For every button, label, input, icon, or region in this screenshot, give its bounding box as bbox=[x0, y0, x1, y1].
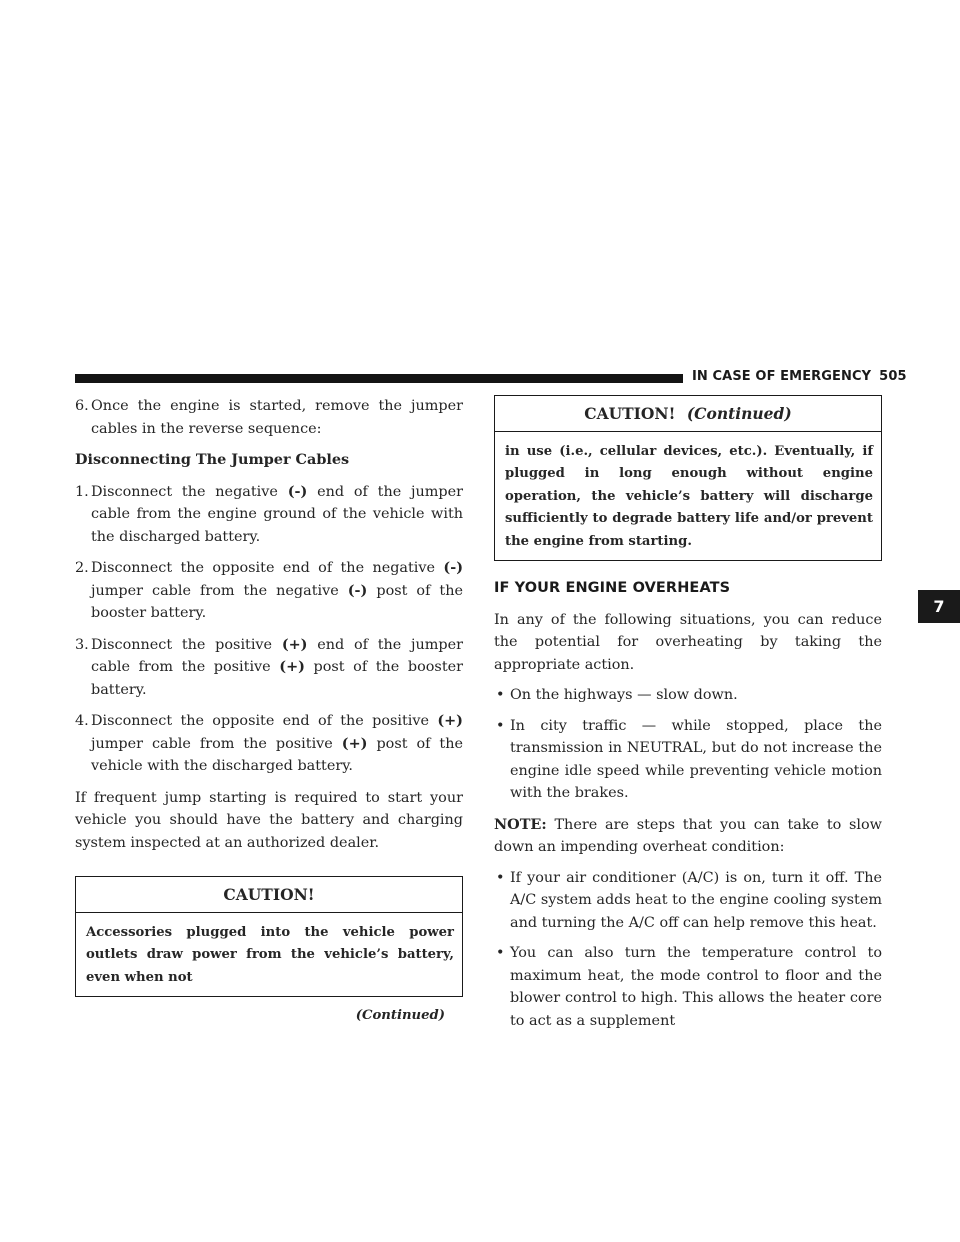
step-text: end of the jumper cable from the positive bbox=[91, 636, 463, 675]
step-text: Once the engine is started, remove the jumper cables in the reverse sequence: bbox=[91, 398, 463, 437]
step-number: 1. bbox=[75, 483, 89, 500]
continued-label: (Continued) bbox=[355, 1008, 445, 1023]
note-paragraph bbox=[494, 814, 882, 859]
note-label: NOTE: bbox=[494, 815, 547, 833]
bullet-icon: • bbox=[496, 945, 505, 961]
list-item bbox=[494, 942, 882, 1032]
section-title: IN CASE OF EMERGENCY bbox=[692, 369, 872, 384]
bullet-icon: • bbox=[496, 717, 505, 734]
polarity-symbol: (+) bbox=[341, 734, 368, 752]
polarity-symbol: (+) bbox=[437, 712, 463, 729]
bullet-icon: • bbox=[496, 869, 505, 886]
step-3 bbox=[75, 634, 463, 702]
bullet-icon: • bbox=[496, 687, 505, 703]
step-number: 2. bbox=[75, 560, 89, 576]
caution-box-continued bbox=[494, 395, 882, 561]
section-heading: IF YOUR ENGINE OVERHEATS bbox=[494, 580, 731, 596]
caution-title bbox=[495, 396, 881, 432]
polarity-symbol: (-) bbox=[287, 482, 308, 500]
left-column bbox=[75, 395, 463, 1028]
note-text: There are steps that you can take to slow down an impending overheat condition: bbox=[494, 816, 882, 855]
step-text: Disconnect the opposite end of the positive bbox=[91, 713, 438, 729]
list-item-text: You can also turn the temperature control to maximum heat, the mode control to floor and the blower control to high. This allows the heater core to act as a supplement bbox=[510, 945, 882, 1029]
step-text: jumper cable from the negative bbox=[91, 582, 348, 599]
right-column bbox=[494, 395, 882, 1032]
caution-title-text: CAUTION! bbox=[584, 404, 676, 423]
step-4 bbox=[75, 710, 463, 778]
caution-text: Accessories plugged into the vehicle power outlets draw power from the vehicle’s battery, even when not bbox=[86, 924, 454, 985]
polarity-symbol: (-) bbox=[347, 581, 368, 599]
step-number: 4. bbox=[75, 713, 89, 729]
page-number: 505 bbox=[879, 369, 907, 384]
step-text: post of the booster battery. bbox=[91, 582, 464, 621]
step-text: end of the jumper cable from the engine ground of the vehicle with the discharged battery. bbox=[91, 483, 463, 545]
list-item bbox=[494, 715, 882, 805]
list-item-text: If your air conditioner (A/C) is on, turn it off. The A/C system adds heat to the engine cooling system and turning the A/C off can help remove this heat. bbox=[510, 869, 882, 931]
step-text: post of the vehicle with the discharged battery. bbox=[91, 735, 463, 774]
list-item-text: In city traffic — while stopped, place the transmission in NEUTRAL, but do not increase the engine idle speed while preventing vehicle motion with the brakes. bbox=[510, 717, 882, 801]
caution-title: CAUTION! bbox=[76, 877, 462, 913]
step-6 bbox=[75, 395, 463, 440]
step-text: jumper cable from the positive bbox=[91, 735, 342, 752]
list-item bbox=[494, 684, 882, 707]
step-text: Disconnect the positive bbox=[91, 636, 282, 653]
list-item bbox=[494, 867, 882, 935]
chapter-tab: 7 bbox=[918, 590, 960, 623]
subheading: Disconnecting The Jumper Cables bbox=[75, 451, 350, 468]
step-1 bbox=[75, 481, 463, 549]
polarity-symbol: (-) bbox=[443, 559, 463, 576]
header-rule bbox=[75, 374, 683, 383]
caution-box bbox=[75, 876, 463, 997]
polarity-symbol: (+) bbox=[279, 658, 305, 675]
step-number: 6. bbox=[75, 398, 89, 414]
step-text: Disconnect the negative bbox=[91, 483, 288, 500]
polarity-symbol: (+) bbox=[281, 635, 308, 653]
step-number: 3. bbox=[75, 636, 89, 653]
intro-paragraph: In any of the following situations, you can reduce the potential for overheating by taking the appropriate action. bbox=[494, 611, 882, 673]
caution-text: in use (i.e., cellular devices, etc.). Eventually, if plugged in long enough without engine operation, the vehicle’s battery will discharge sufficiently to degrade battery life and/or prevent the engine from starting. bbox=[505, 443, 873, 549]
running-header bbox=[692, 369, 907, 384]
list-item-text: On the highways — slow down. bbox=[510, 687, 738, 703]
step-text: post of the booster battery. bbox=[91, 659, 463, 698]
caution-continued-label: (Continued) bbox=[686, 404, 792, 423]
body-paragraph: If frequent jump starting is required to start your vehicle you should have the battery and charging system inspected at an authorized dealer. bbox=[75, 789, 463, 851]
step-text: Disconnect the opposite end of the negative bbox=[91, 560, 444, 576]
step-2 bbox=[75, 557, 463, 625]
